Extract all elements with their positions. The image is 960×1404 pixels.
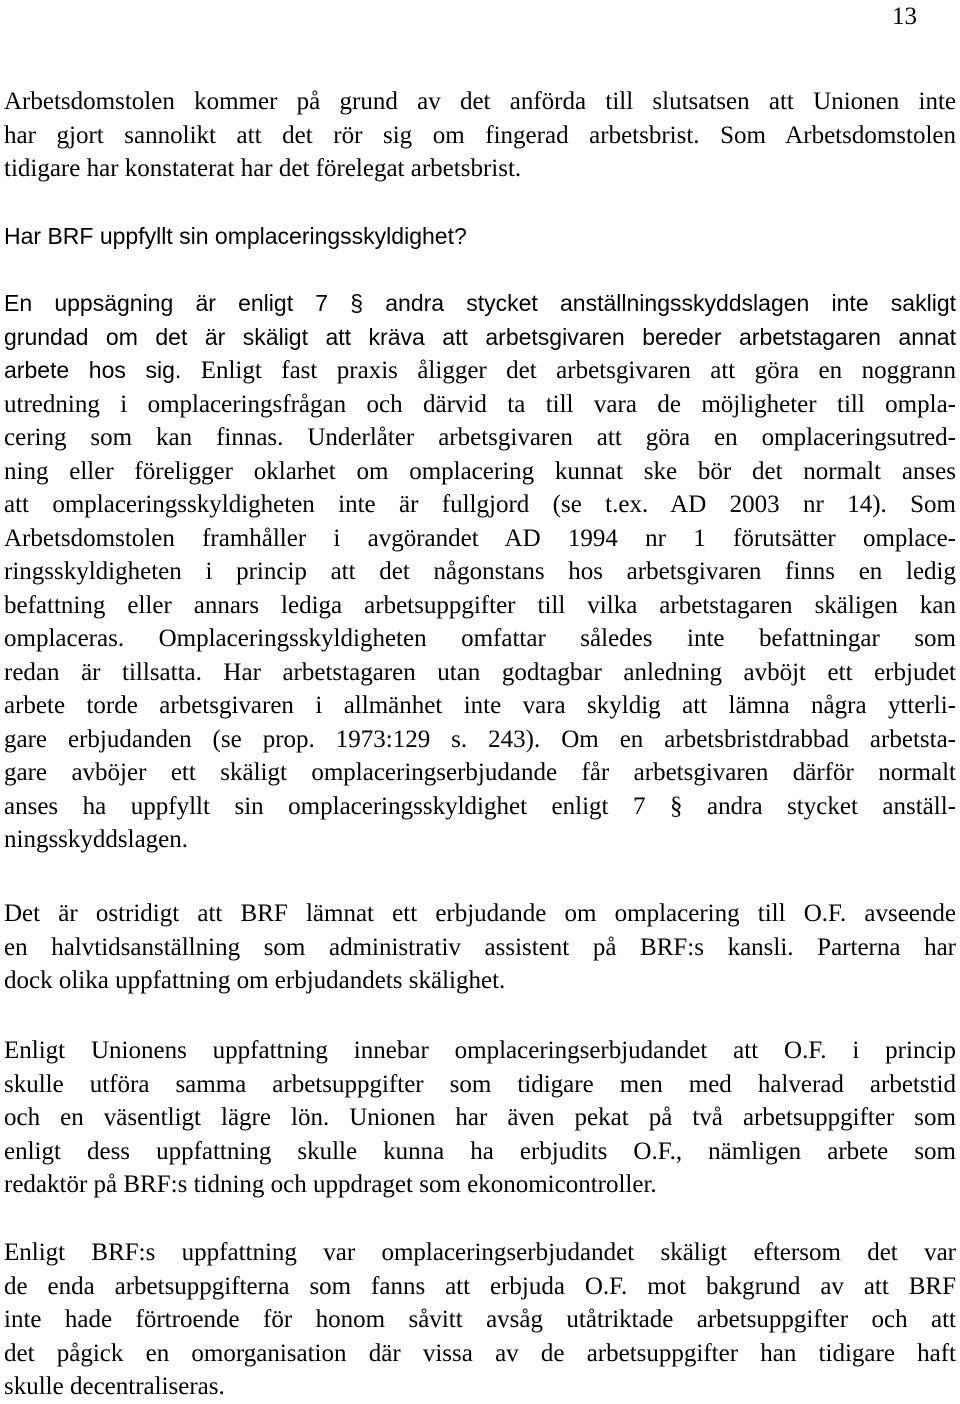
- text-line: Det är ostridigt att BRF lämnat ett erbjudande om omplacering till O.F. avseende: [4, 900, 956, 927]
- text-line: de enda arbetsuppgifterna som fanns att erbjuda O.F. mot bakgrund av att BRF: [4, 1272, 956, 1300]
- text-line: utredning i omplaceringsfrågan och därvid ta till vara de möjligheter till ompla-: [4, 390, 956, 418]
- text-line: enligt dess uppfattning skulle kunna ha erbjudits O.F., nämligen arbete som: [4, 1137, 956, 1165]
- text-line-mixed: [4, 354, 956, 388]
- text-line: tidigare har konstaterat har det förelegat arbetsbrist.: [4, 155, 522, 182]
- text-line: det pågick en omorganisation där vissa av de arbetsuppgifter han tidigare haft: [4, 1339, 956, 1367]
- text-line: cering som kan finnas. Underlåter arbetsgivaren att göra en omplaceringsutred-: [4, 424, 956, 451]
- text-line: omplaceras. Omplaceringsskyldigheten omfattar således inte befattningar som: [4, 625, 956, 652]
- text-line: att omplaceringsskyldigheten inte är fullgjord (se t.ex. AD 2003 nr 14). Som: [4, 491, 956, 518]
- text-line: anses ha uppfyllt sin omplaceringsskyldighet enligt 7 § andra stycket anställ-: [4, 792, 956, 820]
- text-line: befattning eller annars lediga arbetsuppgifter till vilka arbetstagaren skäligen kan: [4, 591, 956, 619]
- paragraph-unionen-view: [4, 1034, 956, 1202]
- text-line: dock olika uppfattning om erbjudandets skälighet.: [4, 967, 506, 994]
- paragraph-legal-framework: [4, 287, 956, 857]
- text-line: en halvtidsanställning som administrativ assistent på BRF:s kansli. Parterna har: [4, 933, 956, 961]
- text-line: och en väsentligt lägre lön. Unionen har även pekat på två arbetsuppgifter som: [4, 1104, 956, 1131]
- text-line: ringsskyldigheten i princip att det någonstans hos arbetsgivaren finns en ledig: [4, 558, 956, 585]
- text-line: har gjort sannolikt att det rör sig om fingerad arbetsbrist. Som Arbetsdomstolen: [4, 121, 956, 149]
- text-line: gare erbjudanden (se prop. 1973:129 s. 243). Om en arbetsbristdrabbad arbetsta-: [4, 725, 956, 753]
- text-line: Enligt BRF:s uppfattning var omplaceringserbjudandet skäligt eftersom det var: [4, 1239, 956, 1266]
- section-heading: Har BRF uppfyllt sin omplaceringsskyldighet?: [4, 223, 467, 249]
- text-line: skulle decentraliseras.: [4, 1373, 225, 1400]
- page-number: 13: [892, 3, 917, 30]
- text-line: inte hade förtroende för honom såvitt avsåg utåtriktade arbetsuppgifter och att: [4, 1306, 956, 1333]
- paragraph-brf-view: [4, 1236, 956, 1404]
- text-line: Arbetsdomstolen framhåller i avgörandet AD 1994 nr 1 förutsätter omplace-: [4, 524, 956, 552]
- text-line: arbete torde arbetsgivaren i allmänhet inte vara skyldig att lämna några ytterli-: [4, 692, 956, 719]
- paragraph-undisputed-offer: [4, 897, 956, 998]
- text-line: grundad om det är skäligt att kräva att arbetsgivaren bereder arbetstagaren annat: [4, 323, 956, 350]
- text-line: En uppsägning är enligt 7 § andra stycket anställningsskyddslagen inte sakligt: [4, 290, 956, 316]
- text-line: ningsskyddslagen.: [4, 826, 189, 853]
- text-line: Enligt Unionens uppfattning innebar omplaceringserbjudandet att O.F. i princip: [4, 1037, 956, 1064]
- text-line: redaktör på BRF:s tidning och uppdraget som ekonomicontroller.: [4, 1171, 657, 1198]
- text-line: gare avböjer ett skäligt omplaceringserbjudande får arbetsgivaren därför normalt: [4, 759, 956, 786]
- text-line: Arbetsdomstolen kommer på grund av det anförda till slutsatsen att Unionen inte: [4, 88, 956, 115]
- text-segment: arbete hos sig.: [4, 357, 182, 383]
- paragraph-conclusion: [4, 85, 956, 186]
- text-line: redan är tillsatta. Har arbetstagaren utan godtagbar anledning avböjt ett erbjudet: [4, 658, 956, 686]
- text-line: ning eller föreligger oklarhet om omplacering kunnat ske bör det normalt anses: [4, 457, 956, 485]
- text-segment: Enligt fast praxis åligger det arbetsgivaren att göra en noggrann: [181, 357, 957, 384]
- text-line: skulle utföra samma arbetsuppgifter som tidigare men med halverad arbetstid: [4, 1070, 956, 1098]
